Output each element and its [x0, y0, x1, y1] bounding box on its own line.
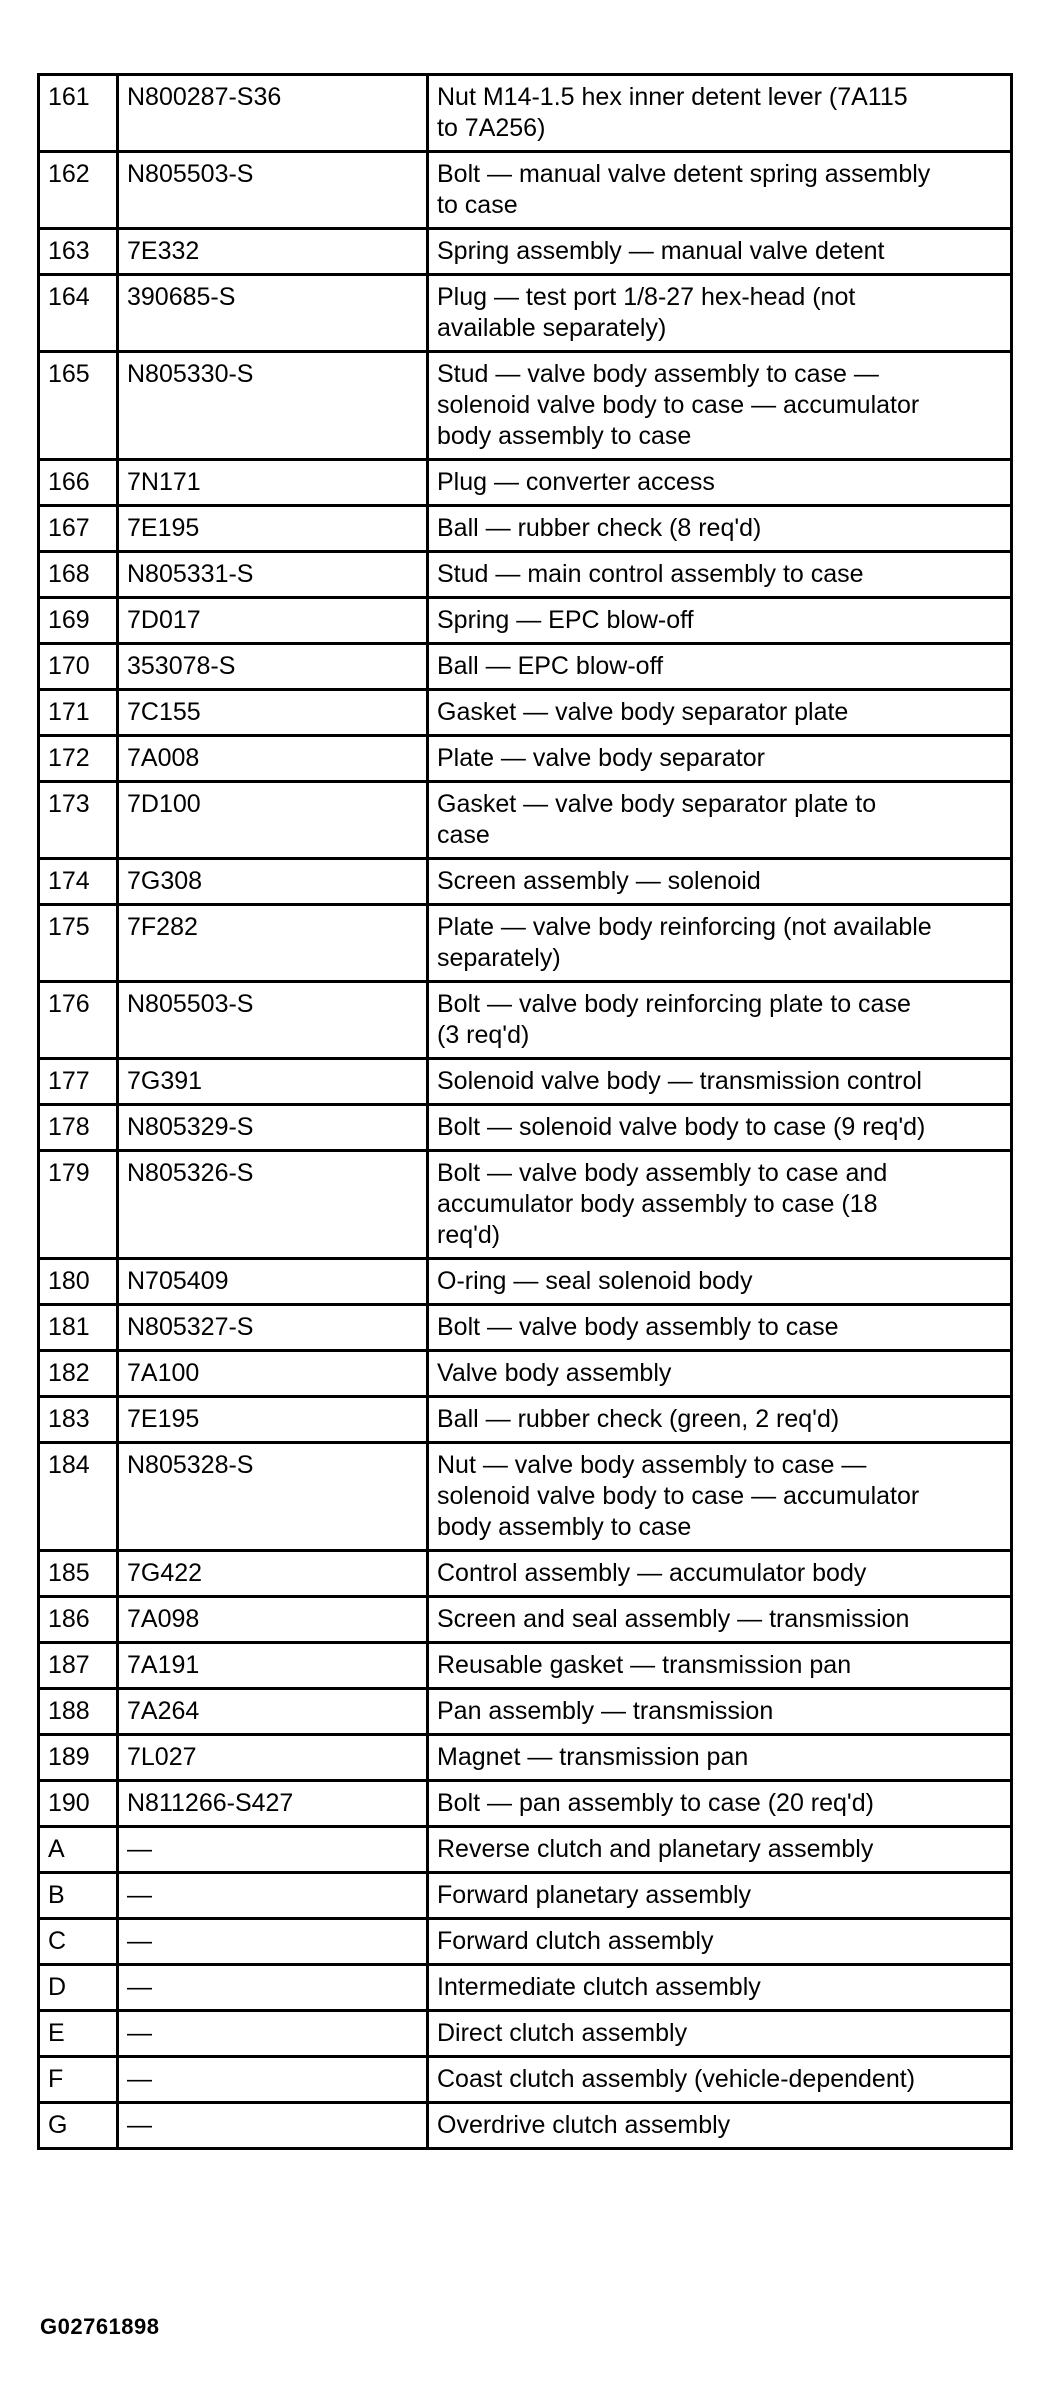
part-number-cell: —	[118, 1873, 428, 1919]
table-row	[39, 644, 1012, 690]
item-number-cell: 178	[39, 1105, 118, 1151]
item-number-cell: 177	[39, 1059, 118, 1105]
description-cell: Bolt — valve body assembly to case and accumulator body assembly to case (18 req'd)	[428, 1151, 1012, 1259]
part-number-cell: 7N171	[118, 460, 428, 506]
table-row	[39, 1259, 1012, 1305]
item-number-cell: D	[39, 1965, 118, 2011]
part-number-cell: N811266-S427	[118, 1781, 428, 1827]
item-number-cell: 188	[39, 1689, 118, 1735]
description-cell: Ball — rubber check (8 req'd)	[428, 506, 1012, 552]
part-number-cell: —	[118, 1827, 428, 1873]
table-row	[39, 1919, 1012, 1965]
description-cell: Ball — rubber check (green, 2 req'd)	[428, 1397, 1012, 1443]
table-row	[39, 1873, 1012, 1919]
item-number-cell: 162	[39, 152, 118, 229]
part-number-cell: —	[118, 1965, 428, 2011]
description-cell: Control assembly — accumulator body	[428, 1551, 1012, 1597]
item-number-cell: 189	[39, 1735, 118, 1781]
part-number-cell: 7A264	[118, 1689, 428, 1735]
part-number-cell: 7A100	[118, 1351, 428, 1397]
description-cell: Pan assembly — transmission	[428, 1689, 1012, 1735]
item-number-cell: 184	[39, 1443, 118, 1551]
table-row	[39, 982, 1012, 1059]
description-cell: Spring — EPC blow-off	[428, 598, 1012, 644]
part-number-cell: 390685-S	[118, 275, 428, 352]
description-cell: Screen assembly — solenoid	[428, 859, 1012, 905]
table-row	[39, 1105, 1012, 1151]
description-cell: Forward planetary assembly	[428, 1873, 1012, 1919]
item-number-cell: A	[39, 1827, 118, 1873]
item-number-cell: 161	[39, 75, 118, 152]
item-number-cell: 168	[39, 552, 118, 598]
table-row	[39, 1827, 1012, 1873]
description-cell: Plug — converter access	[428, 460, 1012, 506]
part-number-cell: 353078-S	[118, 644, 428, 690]
description-cell: Spring assembly — manual valve detent	[428, 229, 1012, 275]
description-cell: Valve body assembly	[428, 1351, 1012, 1397]
part-number-cell: 7G422	[118, 1551, 428, 1597]
table-row	[39, 2011, 1012, 2057]
part-number-cell: 7E332	[118, 229, 428, 275]
table-row	[39, 1397, 1012, 1443]
description-cell: O-ring — seal solenoid body	[428, 1259, 1012, 1305]
table-row	[39, 905, 1012, 982]
part-number-cell: N805503-S	[118, 152, 428, 229]
part-number-cell: 7G391	[118, 1059, 428, 1105]
table-row	[39, 1059, 1012, 1105]
item-number-cell: 169	[39, 598, 118, 644]
description-cell: Plate — valve body separator	[428, 736, 1012, 782]
part-number-cell: N805329-S	[118, 1105, 428, 1151]
description-cell: Gasket — valve body separator plate to case	[428, 782, 1012, 859]
table-row	[39, 506, 1012, 552]
table-row	[39, 552, 1012, 598]
item-number-cell: 170	[39, 644, 118, 690]
description-cell: Forward clutch assembly	[428, 1919, 1012, 1965]
part-number-cell: 7E195	[118, 1397, 428, 1443]
description-cell: Nut — valve body assembly to case — solenoid valve body to case — accumulator body assembly to case	[428, 1443, 1012, 1551]
table-row	[39, 690, 1012, 736]
part-number-cell: N805330-S	[118, 352, 428, 460]
item-number-cell: E	[39, 2011, 118, 2057]
item-number-cell: 164	[39, 275, 118, 352]
description-cell: Direct clutch assembly	[428, 2011, 1012, 2057]
table-row	[39, 460, 1012, 506]
table-row	[39, 75, 1012, 152]
parts-table-body	[39, 75, 1012, 2149]
description-cell: Bolt — valve body assembly to case	[428, 1305, 1012, 1351]
part-number-cell: N805328-S	[118, 1443, 428, 1551]
table-row	[39, 782, 1012, 859]
part-number-cell: N705409	[118, 1259, 428, 1305]
table-row	[39, 1551, 1012, 1597]
table-row	[39, 2057, 1012, 2103]
part-number-cell: N805331-S	[118, 552, 428, 598]
table-row	[39, 1351, 1012, 1397]
table-row	[39, 1781, 1012, 1827]
description-cell: Magnet — transmission pan	[428, 1735, 1012, 1781]
part-number-cell: 7A008	[118, 736, 428, 782]
part-number-cell: N805503-S	[118, 982, 428, 1059]
item-number-cell: 176	[39, 982, 118, 1059]
description-cell: Reverse clutch and planetary assembly	[428, 1827, 1012, 1873]
item-number-cell: 181	[39, 1305, 118, 1351]
item-number-cell: 175	[39, 905, 118, 982]
item-number-cell: 163	[39, 229, 118, 275]
item-number-cell: 186	[39, 1597, 118, 1643]
part-number-cell: 7A191	[118, 1643, 428, 1689]
item-number-cell: C	[39, 1919, 118, 1965]
description-cell: Bolt — solenoid valve body to case (9 req'd)	[428, 1105, 1012, 1151]
table-row	[39, 229, 1012, 275]
part-number-cell: 7G308	[118, 859, 428, 905]
table-row	[39, 1597, 1012, 1643]
item-number-cell: 166	[39, 460, 118, 506]
description-cell: Bolt — manual valve detent spring assembly to case	[428, 152, 1012, 229]
part-number-cell: N805327-S	[118, 1305, 428, 1351]
item-number-cell: 165	[39, 352, 118, 460]
description-cell: Plate — valve body reinforcing (not available separately)	[428, 905, 1012, 982]
item-number-cell: 182	[39, 1351, 118, 1397]
part-number-cell: —	[118, 2057, 428, 2103]
table-row	[39, 352, 1012, 460]
table-row	[39, 859, 1012, 905]
item-number-cell: 179	[39, 1151, 118, 1259]
table-row	[39, 1735, 1012, 1781]
description-cell: Bolt — pan assembly to case (20 req'd)	[428, 1781, 1012, 1827]
item-number-cell: 185	[39, 1551, 118, 1597]
description-cell: Screen and seal assembly — transmission	[428, 1597, 1012, 1643]
item-number-cell: 190	[39, 1781, 118, 1827]
description-cell: Reusable gasket — transmission pan	[428, 1643, 1012, 1689]
part-number-cell: —	[118, 1919, 428, 1965]
item-number-cell: G	[39, 2103, 118, 2149]
table-row	[39, 1965, 1012, 2011]
description-cell: Coast clutch assembly (vehicle-dependent)	[428, 2057, 1012, 2103]
table-row	[39, 152, 1012, 229]
part-number-cell: 7D100	[118, 782, 428, 859]
table-row	[39, 1689, 1012, 1735]
part-number-cell: 7E195	[118, 506, 428, 552]
item-number-cell: 167	[39, 506, 118, 552]
table-row	[39, 1443, 1012, 1551]
item-number-cell: 187	[39, 1643, 118, 1689]
part-number-cell: N800287-S36	[118, 75, 428, 152]
part-number-cell: 7F282	[118, 905, 428, 982]
item-number-cell: F	[39, 2057, 118, 2103]
table-row	[39, 275, 1012, 352]
item-number-cell: 171	[39, 690, 118, 736]
description-cell: Stud — valve body assembly to case — solenoid valve body to case — accumulator body assembly to case	[428, 352, 1012, 460]
item-number-cell: 172	[39, 736, 118, 782]
description-cell: Plug — test port 1/8-27 hex-head (not available separately)	[428, 275, 1012, 352]
table-row	[39, 2103, 1012, 2149]
part-number-cell: 7A098	[118, 1597, 428, 1643]
part-number-cell: 7D017	[118, 598, 428, 644]
table-row	[39, 1305, 1012, 1351]
description-cell: Gasket — valve body separator plate	[428, 690, 1012, 736]
table-row	[39, 1643, 1012, 1689]
part-number-cell: —	[118, 2103, 428, 2149]
item-number-cell: 180	[39, 1259, 118, 1305]
parts-table	[37, 73, 1013, 2150]
description-cell: Nut M14-1.5 hex inner detent lever (7A115 to 7A256)	[428, 75, 1012, 152]
description-cell: Solenoid valve body — transmission control	[428, 1059, 1012, 1105]
table-row	[39, 1151, 1012, 1259]
description-cell: Stud — main control assembly to case	[428, 552, 1012, 598]
description-cell: Intermediate clutch assembly	[428, 1965, 1012, 2011]
part-number-cell: 7L027	[118, 1735, 428, 1781]
table-row	[39, 736, 1012, 782]
part-number-cell: 7C155	[118, 690, 428, 736]
description-cell: Bolt — valve body reinforcing plate to case (3 req'd)	[428, 982, 1012, 1059]
item-number-cell: 183	[39, 1397, 118, 1443]
description-cell: Overdrive clutch assembly	[428, 2103, 1012, 2149]
figure-code: G02761898	[40, 2314, 160, 2339]
item-number-cell: B	[39, 1873, 118, 1919]
table-row	[39, 598, 1012, 644]
description-cell: Ball — EPC blow-off	[428, 644, 1012, 690]
part-number-cell: N805326-S	[118, 1151, 428, 1259]
part-number-cell: —	[118, 2011, 428, 2057]
item-number-cell: 173	[39, 782, 118, 859]
item-number-cell: 174	[39, 859, 118, 905]
